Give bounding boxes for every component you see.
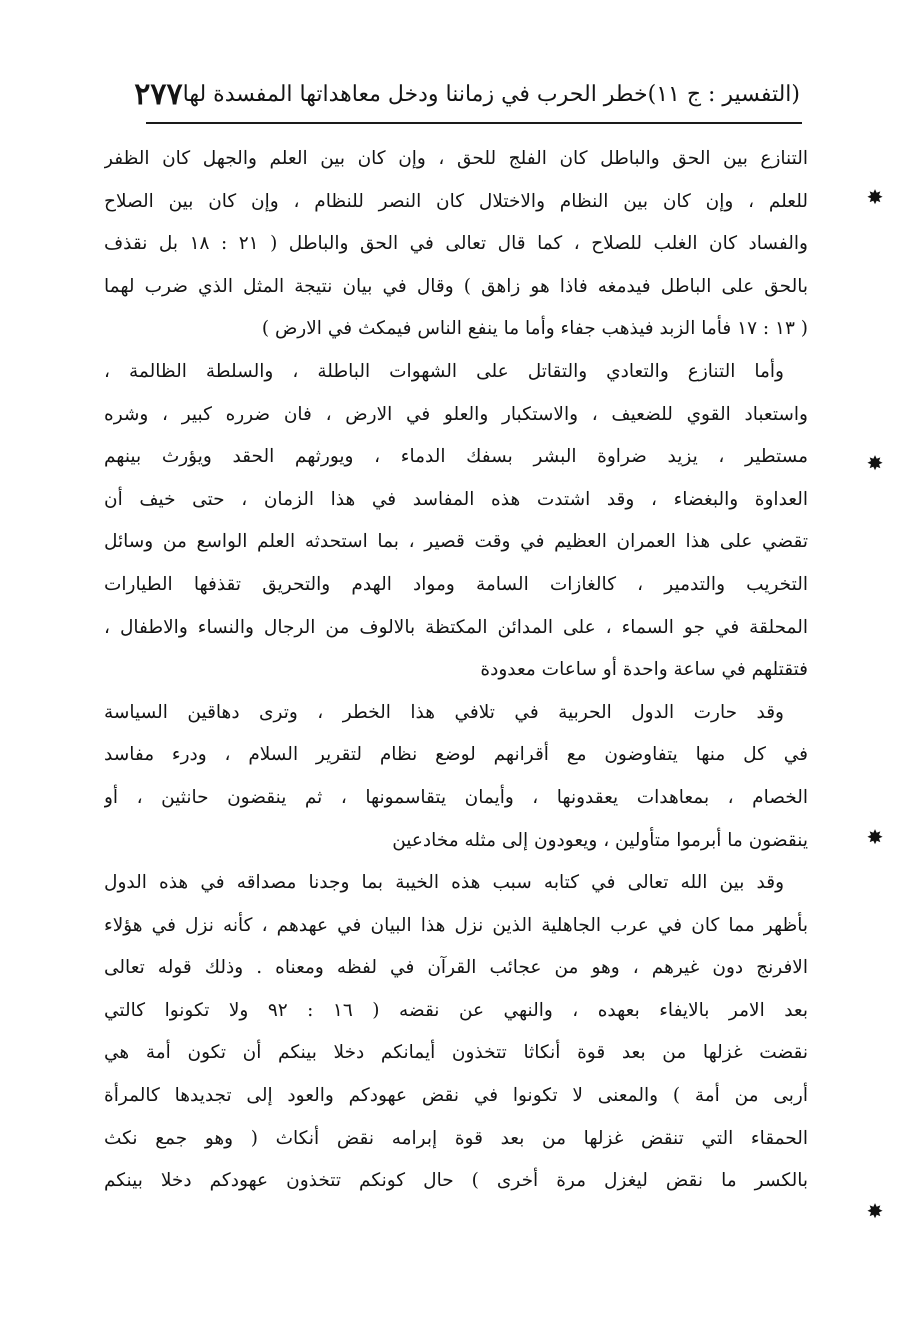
text-line: وقد حارت الدول الحربية في تلافي هذا الخطر ، وترى دهاقين السياسة bbox=[104, 701, 784, 723]
text-line: ينقضون ما أبرموا متأولين ، ويعودون إلى مثله مخادعين bbox=[392, 829, 808, 851]
text-line: بأظهر مما كان في عرب الجاهلية الذين نزل هذا البيان في عهدهم ، كأنه نزل في هؤلاء bbox=[104, 914, 808, 936]
text-line: فتقتلهم في ساعة واحدة أو ساعات معدودة bbox=[480, 659, 808, 681]
page-header bbox=[134, 72, 800, 116]
text-line: أربى من أمة ) والمعنى لا تكونوا في نقض عهودكم والعود إلى تجديدها كالمرأة bbox=[104, 1085, 808, 1107]
text-line: واستعباد القوي للضعيف ، والاستكبار والعلو في الارض ، فان ضرره كبير ، وشره bbox=[104, 403, 808, 425]
text-line: التنازع بين الحق والباطل كان الفلج للحق ، وإن كان بين العلم والجهل كان الظفر bbox=[104, 148, 808, 169]
running-title: خطر الحرب في زماننا ودخل معاهداتها المفسدة لها bbox=[182, 81, 648, 107]
text-line: الخصام ، بمعاهدات يعقدونها ، وأيمان يتقاسمونها ، ثم ينقضون حانثين ، أو bbox=[104, 786, 808, 808]
text-line: الحمقاء التي تنقض غزلها من بعد قوة إبرامه نقض أنكاث ( وهو جمع نكث bbox=[104, 1127, 808, 1149]
ink-blot-mark: ✸ bbox=[866, 451, 884, 475]
text-line: نقضت غزلها من بعد قوة أنكاثا تتخذون أيمانكم دخلا بينكم أن تكون أمة هي bbox=[104, 1042, 808, 1064]
ink-blot-mark: ✸ bbox=[866, 185, 884, 209]
text-line: والفساد كان الغلب للصلاح ، كما قال تعالى في الحق والباطل ( ٢١ : ١٨ بل نقذف bbox=[104, 233, 808, 255]
page-number: ٢٧٧ bbox=[134, 76, 183, 112]
text-line: الافرنج دون غيرهم ، وهو من عجائب القرآن في لفظه ومعناه . وذلك قوله تعالى bbox=[104, 957, 808, 979]
text-line: العداوة والبغضاء ، وقد اشتدت هذه المفاسد في هذا الزمان ، حتى خيف أن bbox=[104, 488, 808, 510]
text-line: في كل منها يتفاوضون مع أقرانهم لوضع نظام لتقرير السلام ، ودرء مفاسد bbox=[104, 744, 808, 766]
text-line: بالحق على الباطل فيدمغه فاذا هو زاهق ) وقال في بيان نتيجة المثل الذي ضرب لهما bbox=[104, 275, 808, 297]
text-line: بعد الامر بالايفاء بعهده ، والنهي عن نقضه ( ١٦ : ٩٢ ولا تكونوا كالتي bbox=[104, 999, 808, 1021]
text-line: وقد بين الله تعالى في كتابه سبب هذه الخيبة بما وجدنا مصداقه في هذه الدول bbox=[104, 872, 784, 894]
text-line: للعلم ، وإن كان بين النظام والاختلال كان النصر للنظام ، وإن كان بين الصلاح bbox=[104, 190, 808, 212]
text-line: مستطير ، يزيد ضراوة البشر بسفك الدماء ، ويورثهم الحقد ويؤرث بينهم bbox=[104, 446, 808, 468]
volume-label: (التفسير : ج ١١) bbox=[647, 81, 800, 107]
ink-blot-mark: ✸ bbox=[866, 825, 884, 849]
header-rule bbox=[146, 122, 802, 124]
text-line: تقضي على هذا العمران العظيم في وقت قصير ، بما استحدثه العلم الواسع من وسائل bbox=[104, 531, 808, 553]
text-line: وأما التنازع والتعادي والتقاتل على الشهوات الباطلة ، والسلطة الظالمة ، bbox=[104, 360, 784, 382]
body-text bbox=[104, 138, 808, 1203]
text-line: التخريب والتدمير ، كالغازات السامة ومواد الهدم والتحريق تقذفها الطيارات bbox=[104, 573, 808, 595]
text-line: بالكسر ما نقض ليغزل مرة أخرى ) حال كونكم تتخذون عهودكم دخلا بينكم bbox=[104, 1170, 808, 1192]
text-line: ( ١٣ : ١٧ فأما الزبد فيذهب جفاء وأما ما ينفع الناس فيمكث في الارض ) bbox=[261, 318, 808, 340]
text-line: المحلقة في جو السماء ، على المدائن المكتظة بالالوف من الرجال والنساء والاطفال ، bbox=[104, 616, 808, 638]
ink-blot-mark: ✸ bbox=[866, 1199, 884, 1223]
